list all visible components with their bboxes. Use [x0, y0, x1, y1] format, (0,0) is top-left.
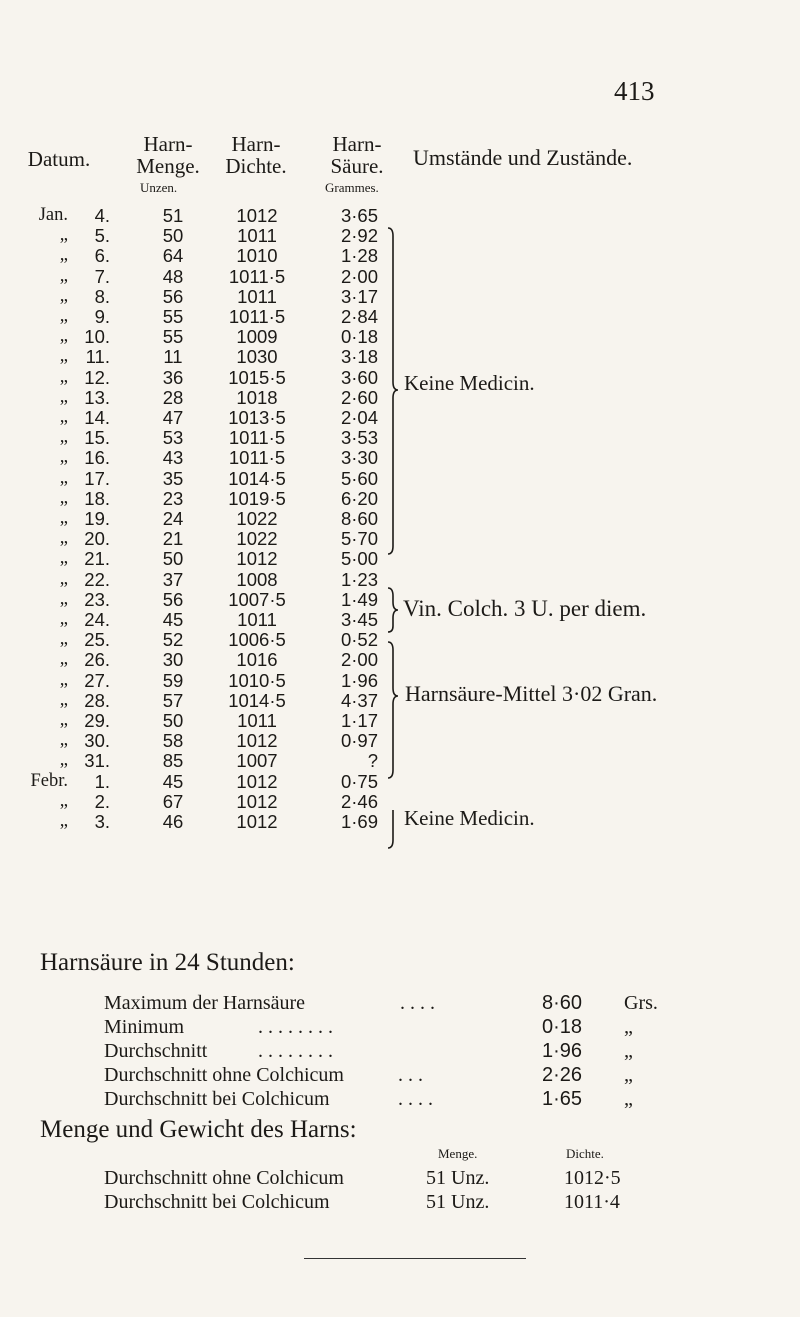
cell-dichte: 1014·5 — [228, 467, 286, 489]
header-menge-line1: Harn- — [143, 132, 193, 156]
cell-dichte: 1012 — [236, 548, 278, 570]
summary-label: Durchschnitt bei Colchicum — [104, 1088, 330, 1110]
cell-month: „ — [59, 649, 68, 670]
cell-menge: 24 — [162, 508, 184, 529]
cell-saeure: 4·37 — [340, 689, 378, 711]
end-rule — [304, 1258, 526, 1259]
cell-day: 11. — [85, 346, 110, 368]
cell-menge: 23 — [162, 487, 184, 509]
cell-dichte: 1013·5 — [228, 407, 286, 428]
header-saeure — [320, 133, 394, 177]
cell-saeure: 1·28 — [340, 245, 378, 267]
header-dichte-line1: Harn- — [231, 132, 281, 156]
summary-dots: . . . . . . . . — [258, 1040, 333, 1062]
cell-menge: 21 — [162, 528, 184, 550]
cell-day: 25. — [84, 629, 110, 651]
cell-menge: 36 — [162, 366, 184, 388]
cell-saeure: 0·52 — [340, 629, 378, 651]
summary-label: Durchschnitt ohne Colchicum — [104, 1064, 344, 1086]
cell-month: Febr. — [30, 770, 68, 791]
cell-menge: 35 — [162, 467, 184, 489]
cell-saeure: 1·69 — [340, 811, 378, 832]
cell-menge: 50 — [162, 710, 184, 731]
cell-dichte: 1011 — [237, 710, 277, 731]
cell-saeure: 2·60 — [340, 386, 378, 408]
cell-month: „ — [59, 346, 68, 367]
cell-dichte: 1011·5 — [228, 427, 286, 449]
cell-saeure: 3·18 — [340, 346, 378, 368]
cell-month: „ — [59, 386, 68, 407]
cell-dichte: 1015·5 — [228, 366, 286, 388]
summary-label: Durchschnitt — [104, 1040, 208, 1062]
summary-unit: „ — [624, 1088, 633, 1110]
summary-unit: „ — [624, 1040, 633, 1062]
cell-day: 12. — [84, 366, 110, 388]
cell-day: 31. — [84, 750, 110, 772]
cell-day: 18. — [84, 487, 110, 509]
summary-dots: . . . . . . . . — [258, 1016, 333, 1038]
cell-day: 29. — [84, 710, 110, 731]
cell-day: 27. — [84, 669, 110, 691]
cell-dichte: 1019·5 — [228, 487, 286, 509]
cell-saeure: 3·53 — [340, 427, 378, 449]
remark-keine-medicin-1: Keine Medicin. — [404, 371, 535, 395]
cell-dichte: 1022 — [236, 528, 278, 550]
brace-1 — [388, 228, 398, 554]
cell-day: 4. — [94, 205, 110, 226]
cell-menge: 67 — [162, 790, 184, 812]
summary-title: Harnsäure in 24 Stunden: — [40, 949, 295, 976]
cell-day: 9. — [94, 306, 110, 327]
cell-month: „ — [59, 790, 68, 811]
cell-day: 1. — [94, 770, 110, 792]
summary-unit: „ — [624, 1016, 633, 1038]
cell-month: „ — [59, 326, 68, 347]
weights-label: Durchschnitt ohne Colchicum — [104, 1167, 344, 1189]
cell-dichte: 1010 — [236, 245, 278, 267]
cell-month: „ — [59, 629, 68, 650]
cell-saeure: 0·75 — [340, 770, 378, 792]
summary-unit: Grs. — [624, 992, 658, 1014]
summary-value: 0·18 — [542, 1016, 583, 1038]
cell-dichte: 1006·5 — [228, 629, 286, 651]
cell-month: „ — [59, 407, 68, 427]
cell-dichte: 1016 — [236, 649, 278, 671]
header-umstaende: Umstände und Zustände. — [413, 145, 633, 170]
cell-menge: 51 — [162, 205, 184, 226]
cell-dichte: 1011 — [237, 285, 277, 307]
page-number: 413 — [614, 76, 655, 106]
cell-dichte: 1022 — [236, 508, 278, 529]
weights-menge: 51 Unz. — [426, 1167, 490, 1189]
cell-saeure: ? — [367, 750, 378, 772]
cell-month: „ — [59, 467, 68, 488]
cell-dichte: 1009 — [236, 326, 278, 348]
cell-saeure: 3·60 — [340, 366, 378, 388]
cell-dichte: 1008 — [236, 568, 278, 590]
weights-menge: 51 Unz. — [426, 1191, 490, 1213]
cell-saeure: 2·46 — [340, 790, 378, 812]
cell-dichte: 1011 — [237, 225, 277, 247]
cell-saeure: 1·17 — [340, 710, 378, 731]
cell-menge: 57 — [162, 689, 184, 711]
cell-menge: 58 — [162, 730, 184, 752]
cell-saeure: 1·96 — [340, 669, 378, 691]
cell-saeure: 1·23 — [340, 568, 378, 590]
cell-saeure: 3·45 — [340, 609, 378, 630]
cell-menge: 45 — [162, 770, 184, 792]
cell-dichte: 1012 — [236, 790, 278, 812]
cell-day: 19. — [84, 508, 110, 529]
cell-menge: 50 — [162, 225, 184, 247]
cell-menge: 37 — [162, 568, 184, 590]
header-menge-line2: Menge. — [136, 154, 200, 178]
summary-unit: „ — [624, 1064, 633, 1086]
remark-vin-colch: Vin. Colch. 3 U. per diem. — [403, 596, 647, 621]
weights-col-dichte: Dichte. — [566, 1146, 604, 1161]
cell-menge: 55 — [162, 306, 184, 327]
cell-day: 5. — [94, 225, 110, 247]
remark-harnsaeure-mittel: Harnsäure-Mittel 3·02 Gran. — [405, 681, 658, 706]
cell-day: 24. — [84, 609, 110, 630]
weights-label: Durchschnitt bei Colchicum — [104, 1191, 330, 1213]
cell-saeure: 3·17 — [340, 285, 378, 307]
cell-menge: 30 — [162, 649, 184, 671]
summary-value: 1·96 — [542, 1040, 583, 1062]
summary-label: Minimum — [104, 1016, 185, 1038]
cell-saeure: 6·20 — [340, 487, 378, 509]
brace-2 — [388, 588, 398, 632]
cell-menge: 28 — [162, 386, 184, 408]
cell-day: 13. — [84, 386, 110, 408]
cell-saeure: 1·49 — [340, 588, 378, 610]
cell-day: 26. — [84, 649, 110, 671]
cell-saeure: 5·70 — [340, 528, 378, 550]
cell-dichte: 1012 — [236, 770, 278, 792]
cell-month: „ — [59, 750, 68, 771]
cell-menge: 45 — [162, 609, 184, 630]
header-dichte — [216, 133, 296, 177]
cell-menge: 53 — [162, 427, 184, 449]
weights-col-menge: Menge. — [438, 1146, 478, 1161]
cell-menge: 47 — [162, 407, 184, 428]
header-dichte-line2: Dichte. — [225, 154, 287, 178]
cell-dichte: 1012 — [236, 811, 278, 832]
cell-menge: 56 — [162, 285, 184, 307]
weights-title: Menge und Gewicht des Harns: — [40, 1116, 357, 1143]
cell-saeure: 2·84 — [340, 306, 378, 327]
cell-month: „ — [59, 548, 68, 569]
cell-dichte: 1014·5 — [228, 689, 286, 711]
cell-saeure: 8·60 — [340, 508, 378, 529]
summary-label: Maximum der Harnsäure — [104, 992, 306, 1014]
cell-saeure: 0·18 — [340, 326, 378, 348]
cell-day: 8. — [94, 285, 110, 307]
summary-value: 1·65 — [542, 1088, 583, 1110]
cell-dichte: 1011·5 — [228, 265, 286, 287]
cell-saeure: 5·60 — [340, 467, 378, 489]
cell-dichte: 1011·5 — [228, 447, 286, 469]
cell-month: „ — [59, 730, 68, 751]
cell-month: „ — [59, 588, 68, 609]
cell-day: 17. — [84, 467, 110, 489]
header-datum: Datum. — [27, 147, 91, 171]
cell-menge: 52 — [162, 629, 184, 651]
cell-month: „ — [59, 710, 68, 730]
cell-month: „ — [59, 427, 68, 448]
cell-dichte: 1012 — [236, 205, 278, 226]
cell-month: „ — [59, 528, 68, 549]
cell-day: 30. — [84, 730, 110, 752]
summary-dots: . . . . — [400, 992, 435, 1014]
cell-day: 10. — [84, 326, 110, 348]
cell-month: Jan. — [38, 205, 68, 225]
cell-menge: 56 — [162, 588, 184, 610]
cell-dichte: 1007 — [236, 750, 278, 772]
cell-day: 16. — [84, 447, 110, 469]
cell-day: 2. — [94, 790, 110, 812]
cell-month: „ — [59, 366, 68, 387]
cell-menge: 43 — [162, 447, 184, 469]
cell-saeure: 2·00 — [340, 649, 378, 671]
cell-day: 22. — [84, 568, 110, 590]
cell-day: 23. — [84, 588, 110, 610]
header-menge — [128, 133, 208, 177]
unit-menge: Unzen. — [140, 180, 178, 195]
cell-day: 3. — [94, 811, 110, 832]
cell-month: „ — [59, 447, 68, 468]
cell-month: „ — [59, 285, 68, 306]
brace-3 — [388, 642, 398, 778]
cell-saeure: 2·92 — [340, 225, 378, 247]
cell-month: „ — [59, 609, 68, 629]
cell-day: 20. — [84, 528, 110, 550]
cell-dichte: 1018 — [236, 386, 278, 408]
cell-month: „ — [59, 508, 68, 528]
unit-saeure: Grammes. — [325, 180, 379, 195]
cell-menge: 11 — [163, 346, 183, 368]
header-saeure-line1: Harn- — [332, 132, 382, 156]
cell-saeure: 0·97 — [340, 730, 378, 752]
cell-day: 15. — [84, 427, 110, 449]
cell-day: 21. — [84, 548, 110, 570]
cell-dichte: 1012 — [236, 730, 278, 752]
weights-dichte: 1012·5 — [564, 1167, 621, 1189]
remark-keine-medicin-2: Keine Medicin. — [404, 806, 535, 830]
cell-saeure: 3·30 — [340, 447, 378, 469]
cell-dichte: 1010·5 — [228, 669, 286, 691]
cell-dichte: 1011·5 — [228, 306, 286, 327]
cell-saeure: 2·00 — [340, 265, 378, 287]
cell-month: „ — [59, 568, 68, 589]
brace-4 — [388, 810, 398, 848]
cell-menge: 64 — [162, 245, 184, 267]
cell-menge: 85 — [162, 750, 184, 772]
cell-menge: 48 — [162, 265, 184, 287]
weights-dichte: 1011·4 — [564, 1191, 620, 1213]
brace-group-2 — [384, 810, 404, 1070]
cell-menge: 50 — [162, 548, 184, 570]
cell-month: „ — [59, 225, 68, 246]
cell-day: 14. — [84, 407, 110, 428]
cell-menge: 59 — [162, 669, 184, 691]
cell-dichte: 1030 — [236, 346, 278, 368]
cell-dichte: 1007·5 — [228, 588, 286, 610]
cell-day: 6. — [94, 245, 110, 267]
cell-month: „ — [59, 669, 68, 690]
cell-month: „ — [59, 487, 68, 508]
cell-saeure: 3·65 — [340, 205, 378, 226]
summary-dots: . . . . — [398, 1088, 433, 1110]
cell-month: „ — [59, 689, 68, 710]
summary-dots: . . . — [398, 1064, 423, 1086]
cell-day: 7. — [94, 265, 110, 287]
brace-group — [384, 200, 404, 810]
cell-month: „ — [59, 811, 68, 831]
cell-month: „ — [59, 306, 68, 326]
cell-month: „ — [59, 245, 68, 266]
cell-month: „ — [59, 265, 68, 286]
cell-saeure: 5·00 — [340, 548, 378, 570]
cell-menge: 55 — [162, 326, 184, 348]
summary-value: 8·60 — [542, 992, 583, 1014]
header-saeure-line2: Säure. — [330, 154, 384, 178]
cell-day: 28. — [84, 689, 110, 711]
cell-menge: 46 — [162, 811, 184, 832]
summary-value: 2·26 — [542, 1064, 583, 1086]
cell-saeure: 2·04 — [340, 407, 378, 428]
cell-dichte: 1011 — [237, 609, 277, 630]
